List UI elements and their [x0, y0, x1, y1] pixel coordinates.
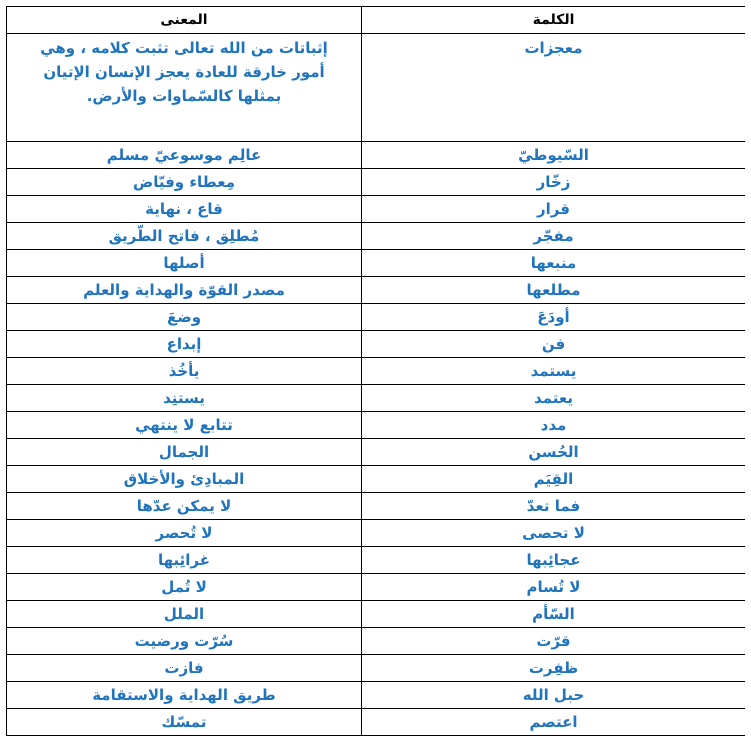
table-row — [7, 412, 746, 439]
table-row — [7, 196, 746, 223]
word-cell: أودَعَ — [362, 304, 746, 331]
table-row — [7, 34, 746, 142]
table-row — [7, 547, 746, 574]
meaning-cell: وضعَ — [7, 304, 362, 331]
meaning-cell: أصلها — [7, 250, 362, 277]
table-row — [7, 358, 746, 385]
word-cell: معجزات — [362, 34, 746, 142]
table-row — [7, 385, 746, 412]
word-cell: السّيوطيّ — [362, 142, 746, 169]
table-row — [7, 223, 746, 250]
meaning-cell: قاع ، نهاية — [7, 196, 362, 223]
meaning-cell: يستنِد — [7, 385, 362, 412]
table-row — [7, 574, 746, 601]
table-row — [7, 709, 746, 736]
meaning-cell: مصدر القوّة والهداية والعلم — [7, 277, 362, 304]
meaning-cell: فازت — [7, 655, 362, 682]
meaning-cell: مُطلِق ، فاتح الطّريق — [7, 223, 362, 250]
word-cell: زخّار — [362, 169, 746, 196]
word-cell: قرّت — [362, 628, 746, 655]
header-meaning: المعنى — [7, 7, 362, 34]
vocabulary-table — [6, 6, 745, 736]
table-row — [7, 142, 746, 169]
meaning-cell: طريق الهداية والاستقامة — [7, 682, 362, 709]
header-row — [7, 7, 746, 34]
meaning-cell: لا تُمل — [7, 574, 362, 601]
table-row — [7, 331, 746, 358]
meaning-cell: مِعطاء وفيّاض — [7, 169, 362, 196]
document-page — [6, 6, 745, 751]
word-cell: يعتمد — [362, 385, 746, 412]
table-row — [7, 493, 746, 520]
table-row — [7, 250, 746, 277]
word-cell: السّأم — [362, 601, 746, 628]
meaning-cell: عالِم موسوعيّ مسلم — [7, 142, 362, 169]
word-cell: عجائِبها — [362, 547, 746, 574]
word-cell: لا تحصى — [362, 520, 746, 547]
table-body — [7, 34, 746, 736]
meaning-cell: الجمال — [7, 439, 362, 466]
word-cell: مطلعها — [362, 277, 746, 304]
word-cell: القِيَم — [362, 466, 746, 493]
table-row — [7, 655, 746, 682]
table-row — [7, 520, 746, 547]
header-word: الكلمة — [362, 7, 746, 34]
meaning-cell: لا يمكن عدّها — [7, 493, 362, 520]
table-row — [7, 601, 746, 628]
word-cell: قرار — [362, 196, 746, 223]
table-row — [7, 439, 746, 466]
meaning-cell: يأخُذ — [7, 358, 362, 385]
word-cell: مدد — [362, 412, 746, 439]
meaning-cell: تتابع لا ينتهي — [7, 412, 362, 439]
word-cell: لا تُسام — [362, 574, 746, 601]
meaning-cell: سُرّت ورضيت — [7, 628, 362, 655]
table-row — [7, 277, 746, 304]
meaning-cell: تمسّك — [7, 709, 362, 736]
table-row — [7, 304, 746, 331]
word-cell: اعتصم — [362, 709, 746, 736]
table-row — [7, 682, 746, 709]
word-cell: الحُسن — [362, 439, 746, 466]
table-row — [7, 169, 746, 196]
meaning-cell: المبادِئ والأخلاق — [7, 466, 362, 493]
word-cell: ظفِرت — [362, 655, 746, 682]
word-cell: فما تعدّ — [362, 493, 746, 520]
meaning-cell: إثباتات من الله تعالى تثبت كلامه ، وهي أمور خارقة للعادة يعجز الإنسان الإتيان بمثلها كالسّماوات والأرض. — [7, 34, 362, 142]
word-cell: مفجّر — [362, 223, 746, 250]
word-cell: فن — [362, 331, 746, 358]
table-row — [7, 628, 746, 655]
word-cell: منبعها — [362, 250, 746, 277]
word-cell: يستمد — [362, 358, 746, 385]
meaning-cell: الملل — [7, 601, 362, 628]
meaning-cell: غرائِبها — [7, 547, 362, 574]
meaning-cell: لا تُحصر — [7, 520, 362, 547]
table-row — [7, 466, 746, 493]
meaning-cell: إبداع — [7, 331, 362, 358]
word-cell: حبل الله — [362, 682, 746, 709]
